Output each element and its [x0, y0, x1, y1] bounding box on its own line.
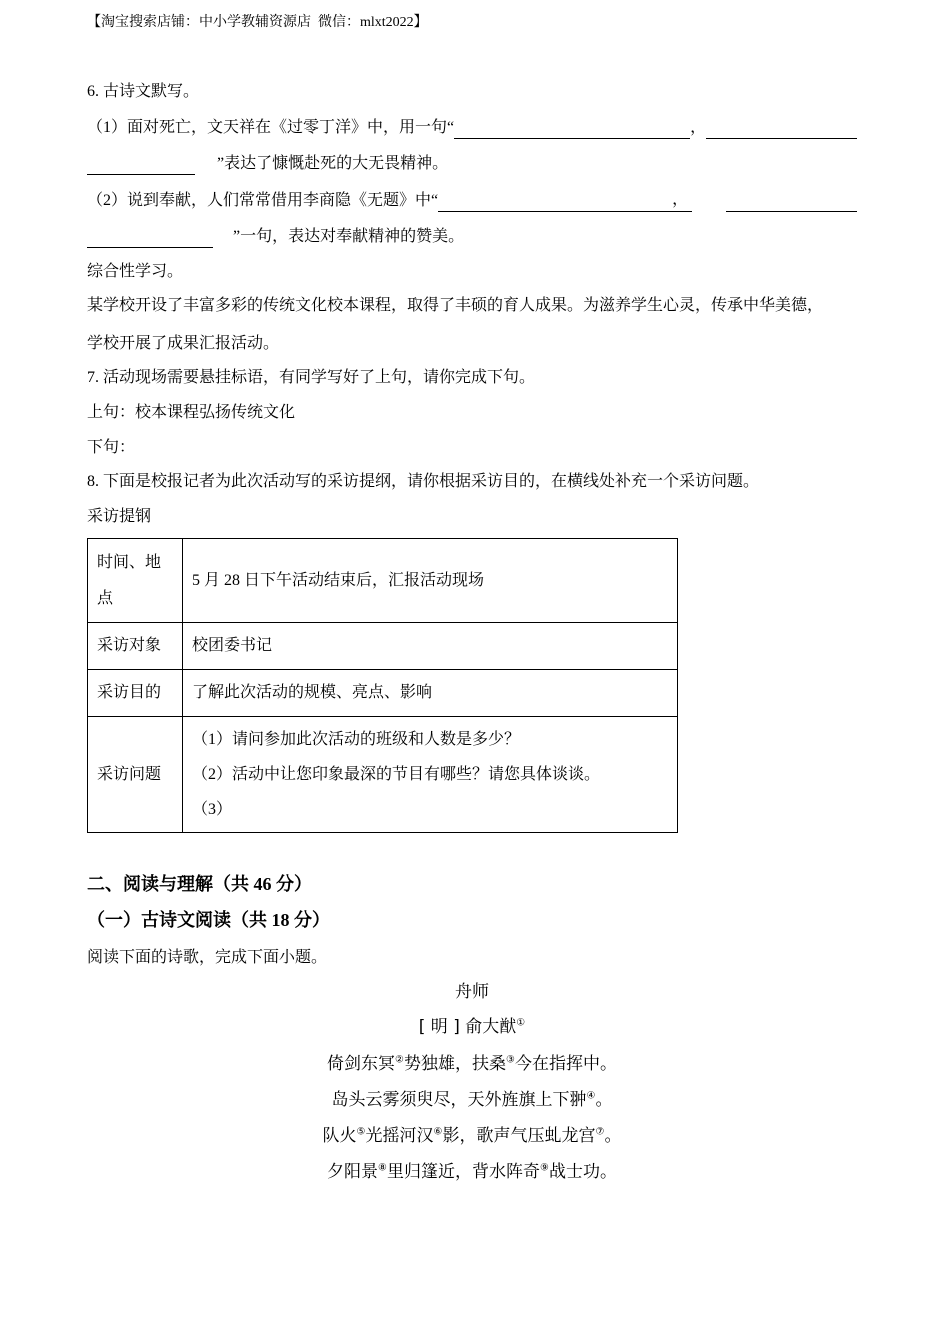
table-row-label: 采访对象	[88, 623, 183, 670]
q6-item1-line2	[87, 153, 857, 175]
q7-upper-line: 上句：校本课程弘扬传统文化	[87, 404, 296, 421]
q6-item2-line1	[87, 189, 857, 212]
q7-lower-line: 下句：	[87, 439, 136, 456]
table-row	[88, 623, 678, 670]
q8-caption: 采访提钢	[87, 508, 152, 525]
poem-text: 。	[604, 1126, 622, 1146]
table-row	[88, 717, 678, 833]
q6-item1-line1	[87, 117, 857, 139]
footnote-mark: ⑥	[433, 1126, 443, 1138]
question-item: （2）活动中让您印象最深的节目有哪些？请您具体谈谈。	[192, 766, 601, 783]
q6-item2-suffix: ”一句，表达对奉献精神的赞美。	[233, 228, 465, 245]
q8-prompt: 8. 下面是校报记者为此次活动写的采访提纲，请你根据采访目的，在横线处补充一个采访问题。	[87, 473, 760, 490]
q6-item2-sep: ，	[672, 189, 692, 212]
q6-item2-prefix: （2）说到奉献，人们常常借用李商隐《无题》中“	[87, 192, 439, 209]
poem-text: 战士功。	[548, 1162, 617, 1182]
poem-text: 倚剑东冥	[327, 1054, 396, 1074]
poem-text: 影，歌声气压虬龙宫	[442, 1126, 596, 1146]
interview-outline-table	[87, 538, 678, 833]
section2-title: 二、阅读与理解（共 46 分）	[87, 874, 312, 894]
comprehensive-intro-line2: 学校开展了成果汇报活动。	[87, 335, 280, 352]
poem-text: 岛头云雾须臾尽，天外旌旗上下翀	[331, 1090, 587, 1110]
poem-text: 里归篷近，背水阵奇	[387, 1162, 540, 1182]
q6-item2-line2	[87, 226, 857, 248]
footnote-mark: ①	[516, 1017, 526, 1029]
footnote-mark: ⑨	[540, 1162, 549, 1174]
poem-text: 光摇河汉	[365, 1126, 434, 1146]
footnote-mark: ⑧	[378, 1162, 387, 1174]
table-row	[88, 670, 678, 717]
q6-item1-suffix: ”表达了慷慨赴死的大无畏精神。	[217, 155, 449, 172]
comprehensive-intro-line1: 某学校开设了丰富多彩的传统文化校本课程，取得了丰硕的育人成果。为滋养学生心灵，传承中华美德，	[87, 297, 824, 314]
poem-line	[0, 1161, 944, 1183]
poem-line	[0, 1053, 944, 1075]
answer-blank	[87, 230, 213, 248]
poem-line	[0, 1089, 944, 1111]
comprehensive-title: 综合性学习。	[87, 263, 184, 280]
table-row-label: 时间、地点	[88, 539, 183, 623]
footnote-mark: ⑦	[595, 1126, 605, 1138]
poem-text: 夕阳景	[327, 1162, 379, 1182]
answer-blank	[438, 194, 672, 212]
answer-blank	[726, 194, 857, 212]
header-banner: 【淘宝搜索店铺：中小学教辅资源店 微信：mlxt2022】	[87, 15, 428, 30]
poem-text: 今在指挥中。	[514, 1054, 617, 1074]
table-row-label: 采访问题	[88, 717, 183, 833]
poem-text: 。	[595, 1090, 613, 1110]
table-row-value: 5 月 28 日下午活动结束后，汇报活动现场	[183, 539, 678, 623]
answer-blank	[454, 121, 690, 139]
poem-line	[0, 1125, 944, 1147]
answer-blank	[706, 121, 857, 139]
table-row-value: 校团委书记	[183, 623, 678, 670]
table-row	[88, 539, 678, 623]
question-item: （3）	[192, 801, 233, 818]
poem-text: 队火	[322, 1126, 357, 1146]
answer-blank	[87, 157, 195, 175]
q6-item1-sep: ，	[690, 119, 707, 136]
q6-title: 6. 古诗文默写。	[87, 83, 200, 100]
poem-text: 势独雄，扶桑	[404, 1054, 506, 1074]
table-row-value: 了解此次活动的规模、亮点、影响	[183, 670, 678, 717]
poem-author-name: [ 明 ] 俞大猷	[418, 1017, 517, 1037]
footnote-mark: ②	[395, 1054, 404, 1066]
section2-subtitle: （一）古诗文阅读（共 18 分）	[87, 910, 330, 930]
q6-item1-prefix: （1）面对死亡，文天祥在《过零丁洋》中，用一句“	[87, 119, 455, 136]
poem-title: 舟师	[455, 982, 489, 1002]
table-row-questions	[183, 717, 678, 833]
question-item: （1）请问参加此次活动的班级和人数是多少？	[192, 731, 521, 748]
footnote-mark: ⑤	[356, 1126, 366, 1138]
section2-instruction: 阅读下面的诗歌，完成下面小题。	[87, 949, 328, 966]
q7-prompt: 7. 活动现场需要悬挂标语，有同学写好了上句，请你完成下句。	[87, 369, 536, 386]
footnote-mark: ③	[506, 1054, 515, 1066]
footnote-mark: ④	[586, 1090, 596, 1102]
table-row-label: 采访目的	[88, 670, 183, 717]
poem-author	[0, 1016, 944, 1038]
